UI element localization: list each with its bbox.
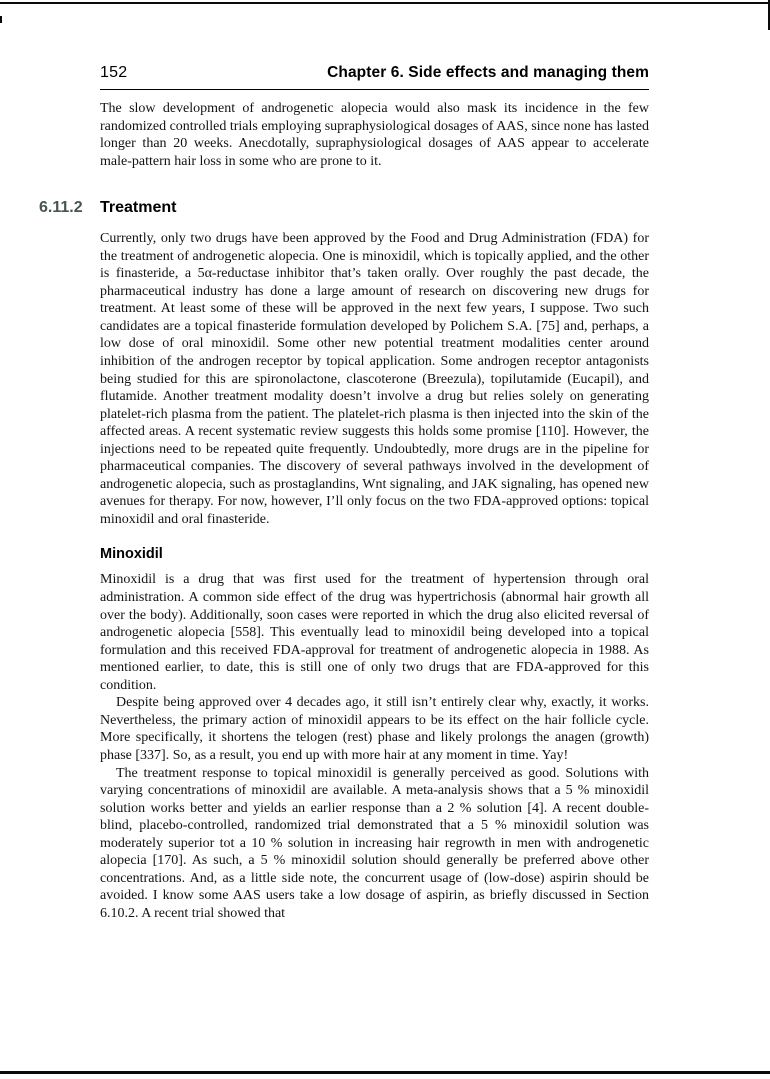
chapter-header-title: Chapter 6. Side effects and managing them [327, 64, 649, 81]
section-heading-treatment [39, 199, 649, 217]
paragraph-intro: The slow development of androgenetic alopecia would also mask its incidence in the few randomized controlled trials employing supraphysiological dosages of AAS, since none has lasted longer than 20 weeks. Anecdotally, supraphysiological dosages of AAS appear to accelerate male-pattern hair loss in some who are prone to it. [100, 101, 649, 169]
subsection-heading-minoxidil: Minoxidil [100, 546, 163, 563]
section-number: 6.11.2 [39, 199, 83, 217]
paragraph-minoxidil-2: Despite being approved over 4 decades ago, it still isn’t entirely clear why, exactly, it works. Nevertheless, the primary action of minoxidil appears to be its effect on the hair follicle cycle. More specifically, it shortens the telogen (rest) phase and likely prolongs the anagen (growth) phase [337]. So, as a result, you end up with more hair at any moment in time. Yay! [100, 695, 649, 763]
paragraph-minoxidil-1: Minoxidil is a drug that was first used for the treatment of hypertension through oral administration. A common side effect of the drug was hypertrichosis (abnormal hair growth all over the body). Additionally, soon cases were reported in which the drug also elicited reversal of androgenetic alopecia [558]. This eventually lead to minoxidil being developed into a topical formulation and this received FDA-approval for treatment of androgenetic alopecia in 1988. As mentioned earlier, to date, this is still one of only two drugs that are FDA-approved for this condition. [100, 572, 649, 693]
page-body [39, 100, 649, 922]
scan-edge-left [0, 16, 2, 23]
section-title: Treatment [100, 199, 177, 217]
scan-edge-top [0, 2, 770, 4]
running-header [100, 64, 649, 90]
paragraph-treatment: Currently, only two drugs have been approved by the Food and Drug Administration (FDA) for the treatment of androgenetic alopecia. One is minoxidil, which is topically applied, and the other is finasteride, a 5α-reductase inhibitor that’s taken orally. Over roughly the past decade, the pharmaceutical industry has done a large amount of research on discovering new drugs for treatment. At least some of these will be approved in the next few years, I suppose. Two such candidates are a topical finasteride formulation developed by Polichem S.A. [75] and, perhaps, a low dose of oral minoxidil. Some other new potential treatment modalities center around inhibition of the androgen receptor by topical application. Some androgen receptor antagonists being studied for this are spironolactone, clascoterone (Breezula), topilutamide (Eucapil), and flutamide. Another treatment modality doesn’t involve a drug but relies solely on generating platelet-rich plasma from the patient. The platelet-rich plasma is then injected into the skin of the affected areas. A recent systematic review suggests this holds some promise [110]. However, the injections need to be repeated quite frequently. Undoubtedly, more drugs are in the pipeline for pharmaceutical companies. The discovery of several pathways involved in the development of androgenetic alopecia, such as prostaglandins, Wnt signaling, and JAK signaling, has opened new avenues for therapy. For now, however, I’ll only focus on the two FDA-approved options: topical minoxidil and oral finasteride. [100, 231, 649, 527]
paragraph-minoxidil-3: The treatment response to topical minoxidil is generally perceived as good. Solutions with varying concentrations of minoxidil are available. A meta-analysis shows that a 5 % minoxidil solution works better and yields an earlier response than a 2 % solution [4]. A recent double-blind, placebo-controlled, randomized trial demonstrated that a 5 % minoxidil solution was moderately superior tot a 10 % solution in increasing hair regrowth in men with androgenetic alopecia [170]. As such, a 5 % minoxidil solution should generally be preferred above other concentrations. And, as a little side note, the concurrent usage of (low-dose) aspirin should be avoided. I know some AAS users take a low dosage of aspirin, as briefly discussed in Section 6.10.2. A recent trial showed that [100, 765, 649, 921]
page-number: 152 [100, 64, 128, 81]
scan-edge-bottom [0, 1071, 770, 1074]
